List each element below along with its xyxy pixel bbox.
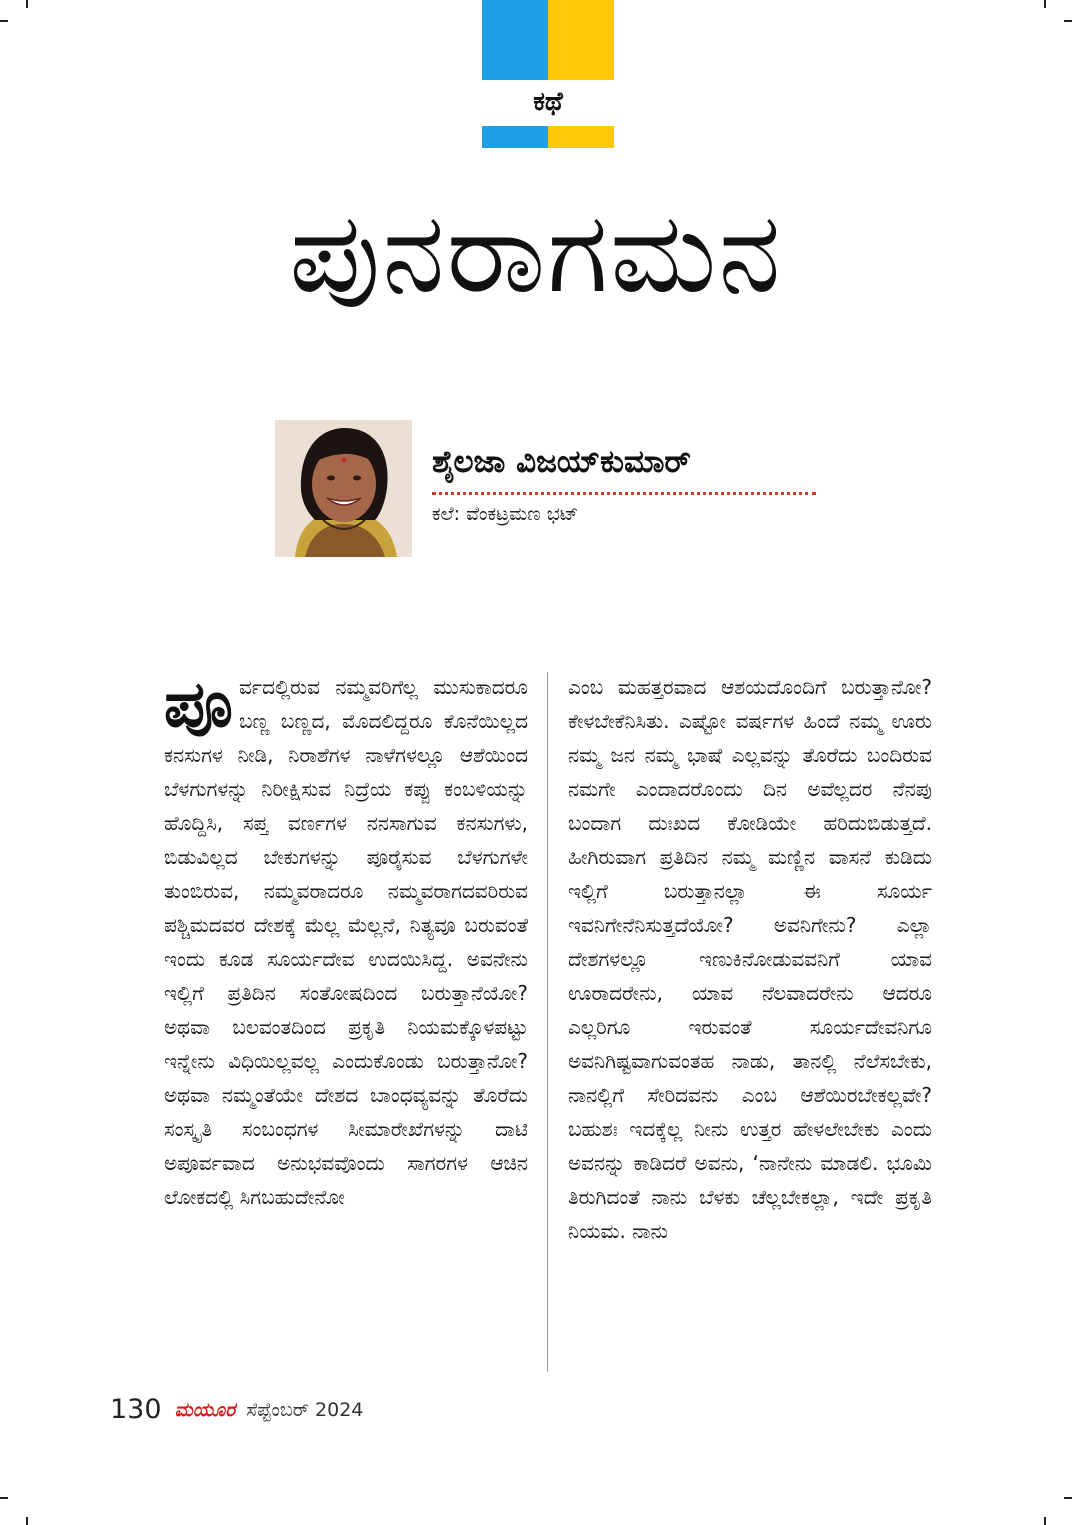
crop-mark-bottom-left <box>26 1517 28 1525</box>
crop-mark-bottom-left-h <box>0 1497 8 1499</box>
crop-mark-top-left-h <box>0 20 8 22</box>
article-column-2 <box>568 670 932 1248</box>
crop-mark-bottom-right-h <box>1064 1497 1072 1499</box>
page-number: 130 <box>110 1394 162 1425</box>
tag-block-blue-top <box>482 0 548 80</box>
drop-cap: ಪೂ <box>164 668 233 742</box>
author-portrait-icon <box>275 420 412 557</box>
crop-mark-top-right-h <box>1064 20 1072 22</box>
crop-mark-top-right <box>1044 0 1046 8</box>
article-paragraph-2: ಎಂಬ ಮಹತ್ತರವಾದ ಆಶಯದೊಂದಿಗೆ ಬರುತ್ತಾನೋ? ಕೇಳಬೇಕೆನಿಸಿತು. ಎಷ್ಟೋ ವರ್ಷಗಳ ಹಿಂದೆ ನಮ್ಮ ಊರು ನಮ್ಮ ಜನ ನಮ್ಮ ಭಾಷೆ ಎಲ್ಲವನ್ನು ತೊರೆದು ಬಂದಿರುವ ನಮಗೇ ಎಂದಾದರೊಂದು ದಿನ ಅವೆಲ್ಲದರ ನೆನಪು ಬಂದಾಗ ದುಃಖದ ಕೋಡಿಯೇ ಹರಿದುಬಿಡುತ್ತದೆ. ಹೀಗಿರುವಾಗ ಪ್ರತಿದಿನ ನಮ್ಮ ಮಣ್ಣಿನ ವಾಸನೆ ಕುಡಿದು ಇಲ್ಲಿಗೆ ಬರುತ್ತಾನಲ್ಲಾ ಈ ಸೂರ್ಯ ಇವನಿಗೇನೆನಿಸುತ್ತದೆಯೋ? ಅವನಿಗೇನು? ಎಲ್ಲಾ ದೇಶಗಳಲ್ಲೂ ಇಣುಕಿನೋಡುವವನಿಗೆ ಯಾವ ಊರಾದರೇನು, ಯಾವ ನೆಲವಾದರೇನು ಆದರೂ ಎಲ್ಲರಿಗೂ ಇರುವಂತೆ ಸೂರ್ಯದೇವನಿಗೂ ಅವನಿಗಿಷ್ಟವಾಗುವಂತಹ ನಾಡು, ತಾನಲ್ಲಿ ನೆಲೆಸಬೇಕು, ನಾನಲ್ಲಿಗೆ ಸೇರಿದವನು ಎಂಬ ಆಶೆಯಿರಬೇಕಲ್ಲವೇ? ಬಹುಶಃ ಇದಕ್ಕೆಲ್ಲ ನೀನು ಉತ್ತರ ಹೇಳಲೇಬೇಕು ಎಂದು ಅವನನ್ನು ಕಾಡಿದರೆ ಅವನು, ‘ನಾನೇನು ಮಾಡಲಿ. ಭೂಮಿ ತಿರುಗಿದಂತೆ ನಾನು ಬೆಳಕು ಚೆಲ್ಲಬೇಕಲ್ಲಾ, ಇದೇ ಪ್ರಕೃತಿ ನಿಯಮ. ನಾನು <box>568 675 932 1243</box>
tag-block-yellow-top <box>548 0 614 80</box>
author-name: ಶೈಲಜಾ ವಿಜಯ್‌ಕುಮಾರ್ <box>432 444 691 480</box>
author-photo <box>275 420 412 557</box>
author-divider <box>432 492 816 495</box>
story-title: ಪುನರಾಗಮನ <box>289 188 783 318</box>
tag-block-blue-bottom <box>482 126 548 148</box>
crop-mark-bottom-right <box>1044 1517 1046 1525</box>
magazine-logo: ಮಯೂರ <box>174 1399 236 1421</box>
section-tag <box>482 0 614 148</box>
article-column-1 <box>164 670 528 1214</box>
column-1-text: ರ್ವದಲ್ಲಿರುವ ನಮ್ಮವರಿಗೆಲ್ಲ ಮುಸುಕಾದರೂ ಬಣ್ಣ ಬಣ್ಣದ, ಮೊದಲಿದ್ದರೂ ಕೊನೆಯಿಲ್ಲದ ಕನಸುಗಳ ನೀಡಿ, ನಿರಾಶೆಗಳ ನಾಳೆಗಳಲ್ಲೂ ಆಶೆಯಿಂದ ಬೆಳಗುಗಳನ್ನು ನಿರೀಕ್ಷಿಸುವ ನಿದ್ರೆಯ ಕಪ್ಪು ಕಂಬಳಿಯನ್ನು ಹೊದ್ದಿಸಿ, ಸಪ್ತ ವರ್ಣಗಳ ನನಸಾಗುವ ಕನಸುಗಳು, ಬಿಡುವಿಲ್ಲದ ಬೇಕುಗಳನ್ನು ಪೂರೈಸುವ ಬೆಳಗುಗಳೇ ತುಂಬಿರುವ, ನಮ್ಮವರಾದರೂ ನಮ್ಮವರಾಗದವರಿರುವ ಪಶ್ಚಿಮದವರ ದೇಶಕ್ಕೆ ಮೆಲ್ಲ ಮೆಲ್ಲನೆ, ನಿತ್ಯವೂ ಬರುವಂತೆ ಇಂದು ಕೂಡ ಸೂರ್ಯದೇವ ಉದಯಿಸಿದ್ದ. ಅವನೇನು ಇಲ್ಲಿಗೆ ಪ್ರತಿದಿನ ಸಂತೋಷದಿಂದ ಬರುತ್ತಾನೆಯೋ? ಅಥವಾ ಬಲವಂತದಿಂದ ಪ್ರಕೃತಿ ನಿಯಮಕ್ಕೊಳಪಟ್ಟು ಇನ್ನೇನು ವಿಧಿಯಿಲ್ಲವಲ್ಲ ಎಂದುಕೊಂಡು ಬರುತ್ತಾನೋ? ಅಥವಾ ನಮ್ಮಂತೆಯೇ ದೇಶದ ಬಾಂಧವ್ಯವನ್ನು ತೊರೆದು ಸಂಸ್ಕೃತಿ ಸಂಬಂಧಗಳ ಸೀಮಾರೇಖೆಗಳನ್ನು ದಾಟಿ ಅಪೂರ್ವವಾದ ಅನುಭವವೊಂದು ಸಾಗರಗಳ ಆಚಿನ ಲೋಕದಲ್ಲಿ ಸಿಗಬಹುದೇನೋ <box>164 675 528 1209</box>
illustration-credit: ಕಲೆ: ವೆಂಕಟ್ರಮಣ ಭಟ್ <box>432 503 579 525</box>
crop-mark-top-left <box>26 0 28 8</box>
page-footer <box>110 1392 363 1428</box>
section-tag-label: ಕಥೆ <box>533 87 563 117</box>
article-paragraph-1 <box>164 670 528 1214</box>
column-divider <box>547 672 548 1372</box>
tag-block-yellow-bottom <box>548 126 614 148</box>
issue-date: ಸೆಪ್ಟೆಂಬರ್ 2024 <box>246 1399 364 1421</box>
